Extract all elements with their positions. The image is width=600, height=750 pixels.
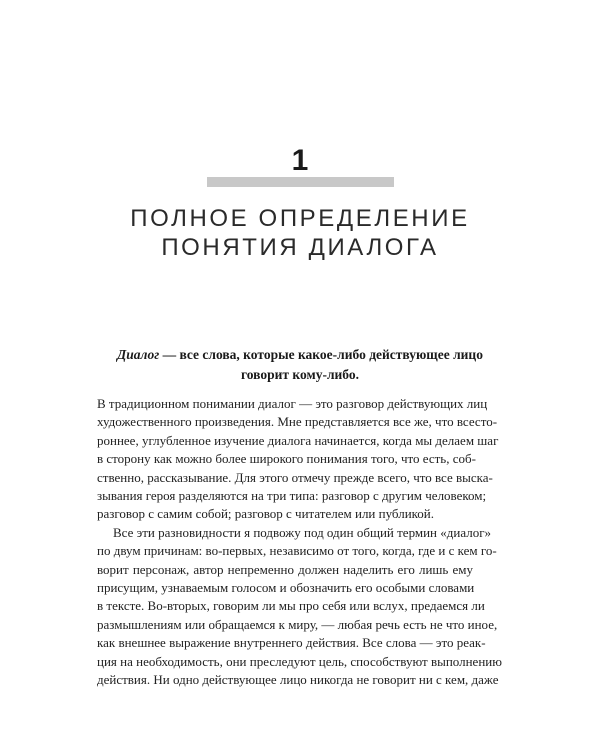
epigraph-definition: — все слова, которые какое-либо действующее лицо [159, 347, 483, 362]
text-line: действия. Ни одно действующее лицо никогда не говорит ни с кем, даже [97, 672, 499, 688]
text-line: В традиционном понимании диалог — это разговор действующих лиц [97, 396, 488, 411]
text-line: по двум причинам: во-первых, независимо от того, когда, где и с кем го- [97, 543, 497, 559]
chapter-number: 1 [291, 144, 309, 177]
text-line: Все эти разновидности я подвожу под один общий термин «диалог» [113, 524, 492, 540]
text-line: роннее, углубленное изучение диалога начинается, когда мы делаем шаг [97, 432, 499, 448]
text-line: ственно, рассказывание. Для этого отмечу прежде всего, что все выска- [97, 469, 493, 485]
text-line: в сторону как можно более широкого понимания того, что есть, соб- [97, 451, 476, 467]
text-line: присущим, узнаваемым голосом и обозначить его особыми словами [97, 580, 475, 596]
text-line: зывания героя разделяются на три типа: разговор с другим человеком; [97, 488, 487, 504]
text-line: ция на необходимость, они преследуют цель, способствуют выполнению [97, 653, 502, 669]
paragraph [97, 395, 499, 524]
epigraph-line [112, 345, 488, 365]
epigraph-term: Диалог [117, 347, 160, 362]
text-line: размышлениям или обращаемся к миру, — любая речь есть не что иное, [97, 616, 498, 632]
text-line: разговор с самим собой; разговор с читателем или публикой. [97, 506, 435, 522]
body-text [97, 395, 502, 690]
text-line: ворит персонаж, автор непременно должен наделить его лишь ему [97, 561, 473, 577]
epigraph-line: говорит кому-либо. [240, 367, 360, 382]
chapter-title [0, 204, 600, 262]
epigraph [112, 345, 488, 385]
text-line: художественного произведения. Мне представляется все же, что всесто- [97, 414, 498, 430]
chapter-title-line: ПОЛНОЕ ОПРЕДЕЛЕНИЕ [130, 205, 470, 232]
chapter-divider-bar [207, 177, 394, 187]
text-line: как внешнее выражение внутреннего действия. Все слова — это реак- [97, 635, 486, 651]
text-line: в тексте. Во-вторых, говорим ли мы про себя или вслух, предаемся ли [97, 598, 485, 614]
chapter-title-line: ПОНЯТИЯ ДИАЛОГА [161, 234, 439, 261]
paragraph [97, 524, 502, 690]
